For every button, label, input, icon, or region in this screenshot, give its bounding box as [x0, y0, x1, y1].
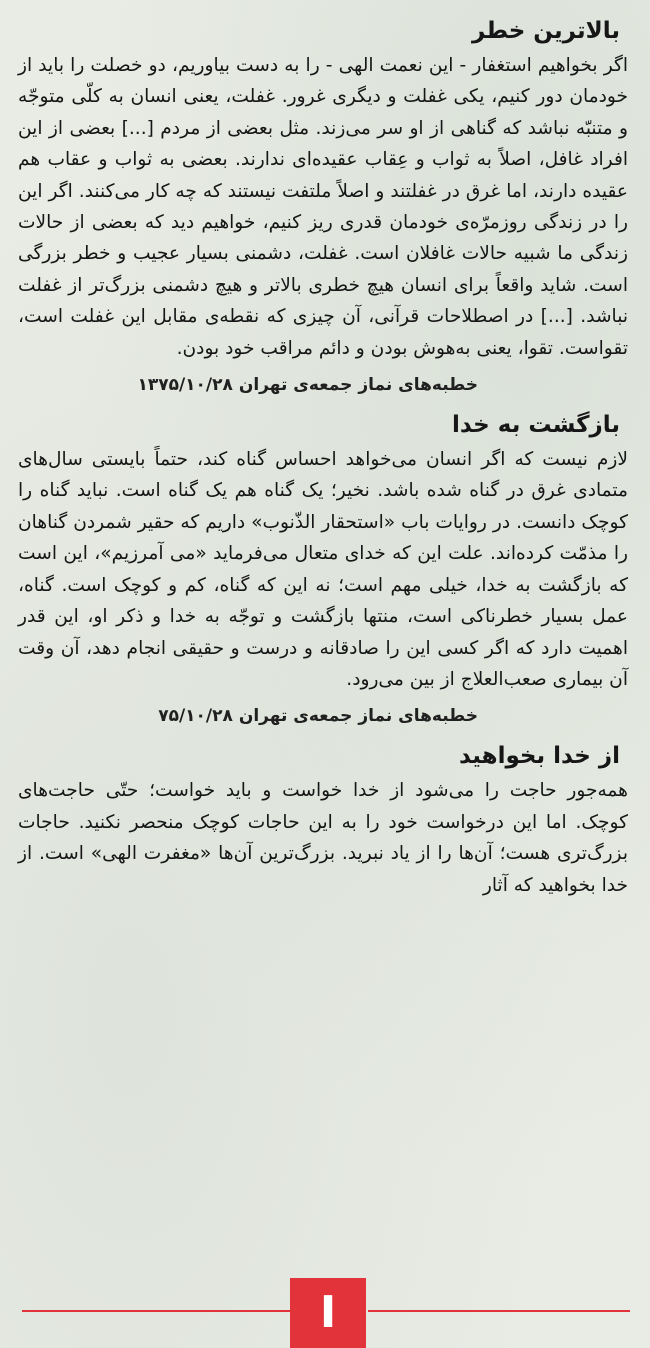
section-highest-danger — [18, 14, 628, 402]
source-citation: خطبه‌های نماز جمعه‌ی تهران ۱۳۷۵/۱۰/۲۸ — [137, 375, 478, 396]
section-title: از خدا بخواهید — [458, 743, 620, 770]
source-citation: خطبه‌های نماز جمعه‌ی تهران ۷۵/۱۰/۲۸ — [158, 706, 478, 727]
section-title: بالاترین خطر — [472, 18, 620, 44]
article-body — [18, 14, 628, 901]
section-paragraph: همه‌جور حاجت را می‌شود از خدا خواست و باید خواست؛ حتّی حاجت‌های کوچک. اما این درخواست خود را به این حاجات کوچک منحصر نکنید. حاجات بزرگ‌تری هست؛ آن‌ها را از یاد نبرید. بزرگ‌ترین آن‌ها «مغفرت الهی» است. از خدا بخواهید که آثار — [18, 780, 628, 896]
section-title: بازگشت به خدا — [452, 412, 620, 439]
section-paragraph: لازم نیست که اگر انسان می‌خواهد احساس گناه کند، حتماً بایستی سال‌های متمادی غرق در گناه شده باشد. نخیر؛ یک گناه هم یک گناه است. نباید گناه را کوچک دانست. در روایات باب «استحقار الذّنوب» داریم که حقیر شمردن گناهان را مذمّت کرده‌اند. علت این که خدای متعال می‌فرماید «می آمرزیم»، این است که بازگشت به خدا، خیلی مهم است؛ نه این که گناه، کم و کوچک است. گناه، عمل بسیار خطرناکی است، منتها بازگشت و توجّه به خدا و ذکر او، این قدر اهمیت دارد که اگر کسی این را صادقانه و درست و حقیقی انجام دهد، آن وقت آن بیماری صعب‌العلاج از بین می‌رود. — [18, 449, 628, 690]
footer-rule-left — [22, 1310, 290, 1312]
section-paragraph: اگر بخواهیم استغفار - این نعمت الهی - را به دست بیاوریم، دو خصلت را باید از خودمان دور کنیم، یکی غفلت و دیگری غرور. غفلت، یعنی انسان به کلّی متوجّه و متنبّه نباشد که گناهی از او سر می‌زند. مثل بعضی از مردم [...] بعضی از این افراد غافل، اصلاً به ثواب و عِقاب عقیده‌ای ندارند. بعضی به ثواب و عقاب هم عقیده دارند، اما غرق در غفلتند و اصلاً ملتفت نیستند که چه کار می‌کنند. اگر این را در زندگی روزمرّه‌ی خودمان قدری ریز کنیم، خواهیم دید که بعضی از حالات زندگی ما شبیه حالات غافلان است. غفلت، دشمنی بسیار عجیب و خطر بزرگی است. شاید واقعاً برای انسان هیچ خطری بالاتر و هیچ دشمنی بزرگ‌تر از غفلت نباشد. [...] در اصطلاحات قرآنی، آن چیزی که نقطه‌ی مقابل این غفلت است، تقواست. تقوا، یعنی به‌هوش بودن و دائم مراقب خود بودن. — [18, 55, 628, 359]
page-number-badge: I — [290, 1278, 366, 1348]
footer-rule-right — [368, 1310, 630, 1312]
section-return-to-god — [18, 408, 628, 733]
section-ask-god — [18, 739, 628, 901]
